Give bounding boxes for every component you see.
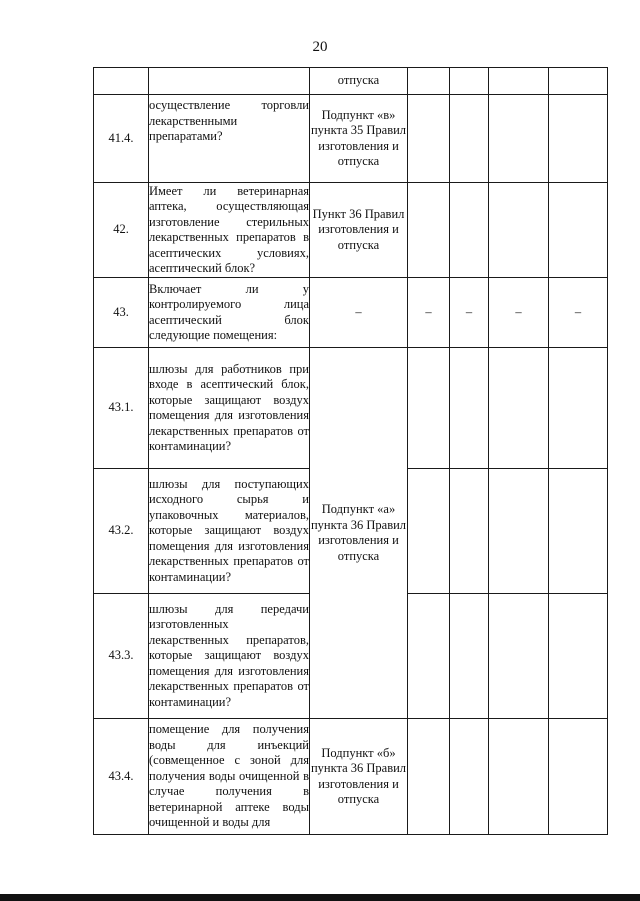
answer-cell-no (450, 594, 489, 719)
table-row (94, 719, 608, 835)
rule-reference: – (310, 278, 408, 348)
item-number (94, 68, 149, 95)
answer-cell-no (450, 95, 489, 183)
requirement-text: Включает ли у контролируемого лица асептический блок следующие помещения: (149, 278, 310, 348)
requirement-text: шлюзы для передачи изготовленных лекарственных препаратов, которые защищают воздух помещения для изготовления лекарственных препаратов от контаминации? (149, 594, 310, 719)
answer-cell-no (450, 183, 489, 278)
item-number: 41.4. (94, 95, 149, 183)
answer-cell-no (450, 469, 489, 594)
answer-cell-no (450, 68, 489, 95)
requirement-text: осуществление торговли лекарственными препаратами? (149, 95, 310, 183)
rule-reference: отпуска (310, 68, 408, 95)
answer-cell-yes (408, 348, 450, 469)
requirement-text: шлюзы для поступающих исходного сырья и упаковочных материалов, которые защищают воздух помещения для изготовления лекарственных препаратов от контаминации? (149, 469, 310, 594)
item-number: 42. (94, 183, 149, 278)
answer-cell-yes (408, 469, 450, 594)
table-row (94, 183, 608, 278)
requirement-text (149, 68, 310, 95)
table-row (94, 95, 608, 183)
item-number: 43.4. (94, 719, 149, 835)
answer-cell-na (489, 95, 549, 183)
rule-reference: Подпункт «б» пункта 36 Правил изготовления и отпуска (310, 719, 408, 835)
comment-cell (549, 183, 608, 278)
requirement-text: помещение для получения воды для инъекций (совмещенное с зоной для получения воды очищенной в случае получения в ветеринарной аптеке воды очищенной и воды для (149, 719, 310, 835)
answer-cell-na (489, 719, 549, 835)
item-number: 43.3. (94, 594, 149, 719)
requirement-text: Имеет ли ветеринарная аптека, осуществляющая изготовление стерильных лекарственных препаратов в асептических условиях, асептический блок? (149, 183, 310, 278)
answer-cell-na (489, 183, 549, 278)
answer-cell-yes (408, 183, 450, 278)
rule-reference: Пункт 36 Правил изготовления и отпуска (310, 183, 408, 278)
item-number: 43.1. (94, 348, 149, 469)
scan-bottom-edge (0, 894, 640, 901)
answer-cell-na (489, 469, 549, 594)
answer-cell-yes (408, 594, 450, 719)
requirement-text: шлюзы для работников при входе в асептический блок, которые защищают воздух помещения для изготовления лекарственных препаратов от контаминации? (149, 348, 310, 469)
requirements-table (93, 67, 608, 835)
page-number: 20 (312, 39, 328, 55)
table-row (94, 68, 608, 95)
answer-cell-yes: – (408, 278, 450, 348)
rule-reference: Подпункт «а» пункта 36 Правил изготовления и отпуска (310, 348, 408, 719)
answer-cell-na: – (489, 278, 549, 348)
item-number: 43. (94, 278, 149, 348)
answer-cell-no (450, 719, 489, 835)
answer-cell-no (450, 348, 489, 469)
table-row (94, 348, 608, 469)
comment-cell (549, 469, 608, 594)
answer-cell-yes (408, 719, 450, 835)
answer-cell-no: – (450, 278, 489, 348)
comment-cell (549, 95, 608, 183)
rule-reference: Подпункт «в» пункта 35 Правил изготовления и отпуска (310, 95, 408, 183)
comment-cell (549, 719, 608, 835)
answer-cell-yes (408, 68, 450, 95)
answer-cell-na (489, 594, 549, 719)
comment-cell: – (549, 278, 608, 348)
answer-cell-yes (408, 95, 450, 183)
comment-cell (549, 348, 608, 469)
answer-cell-na (489, 68, 549, 95)
answer-cell-na (489, 348, 549, 469)
comment-cell (549, 594, 608, 719)
comment-cell (549, 68, 608, 95)
table-row (94, 278, 608, 348)
item-number: 43.2. (94, 469, 149, 594)
